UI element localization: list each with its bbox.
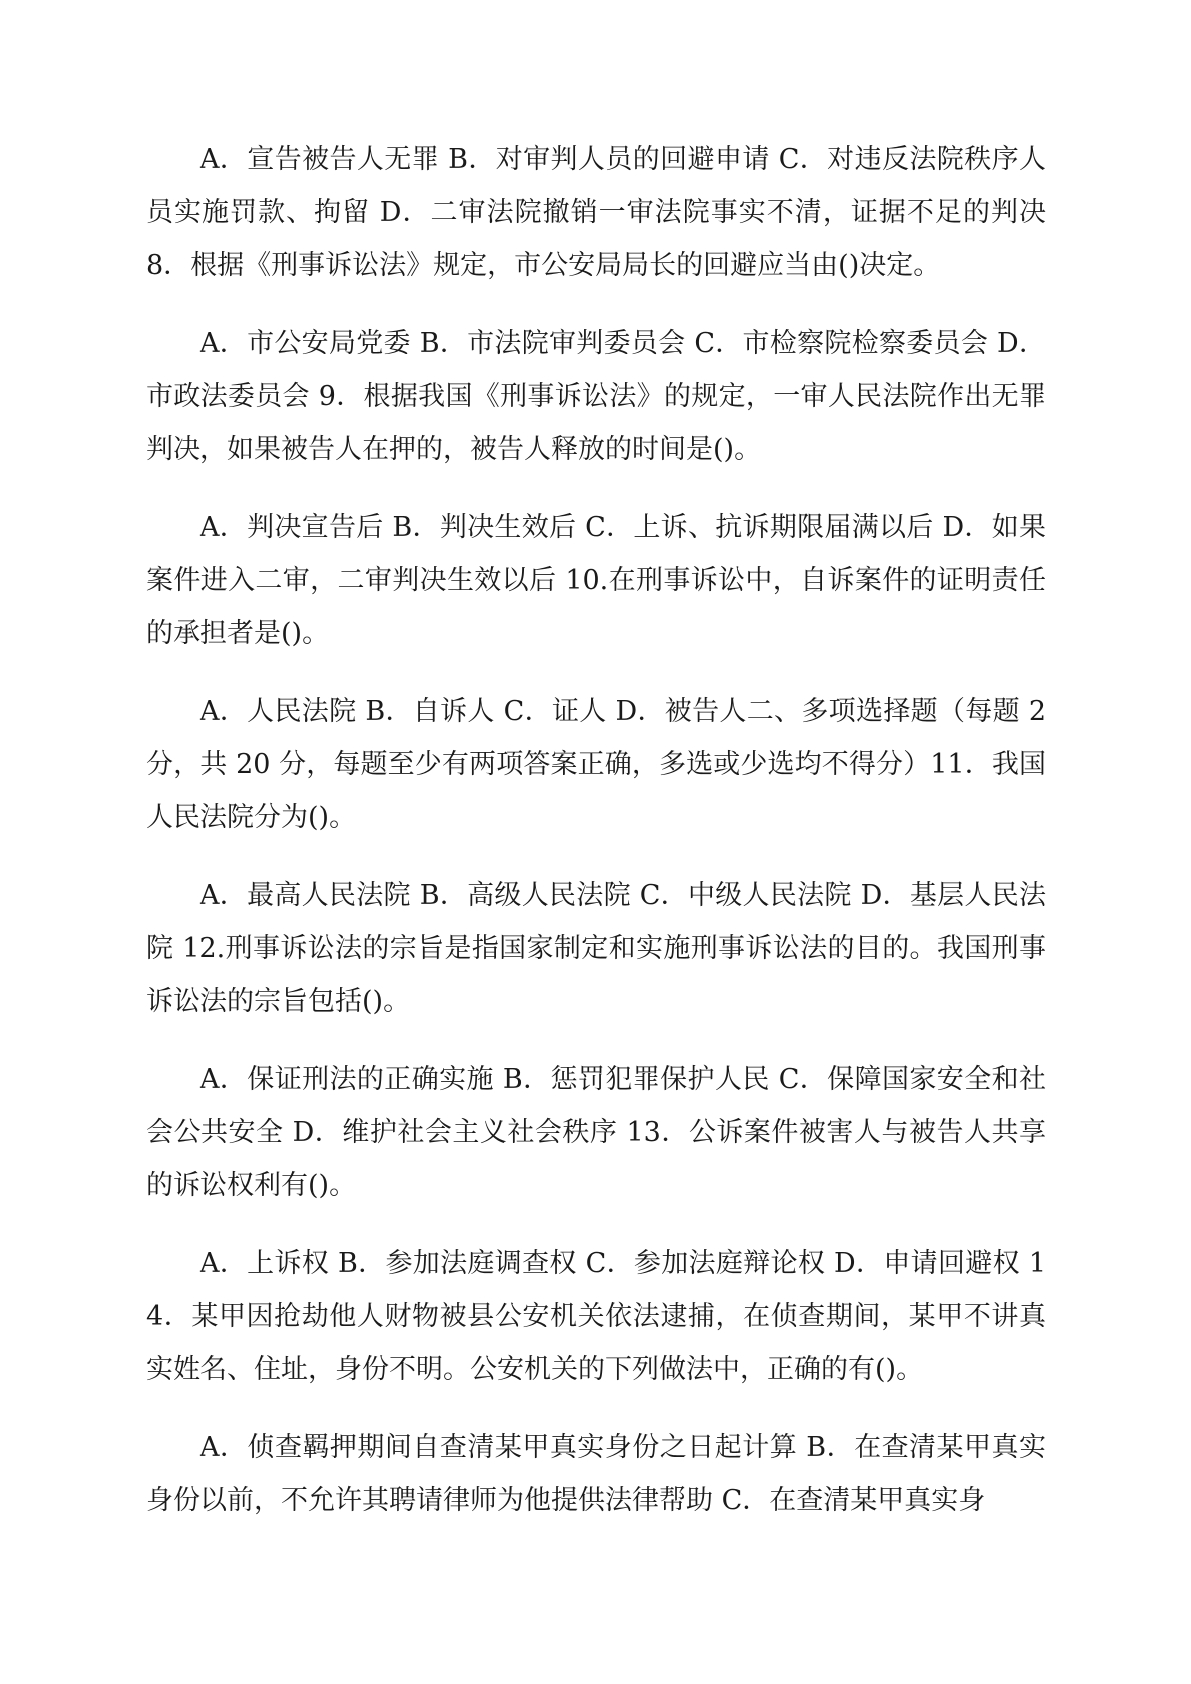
paragraph-q9-options-q10: A．判决宣告后 B．判决生效后 C．上诉、抗诉期限届满以后 D．如果案件进入二审，二审判决生效以后 10.在刑事诉讼中，自诉案件的证明责任的承担者是()。 — [146, 512, 1046, 649]
paragraph-q11-options-q12: A．最高人民法院 B．高级人民法院 C．中级人民法院 D．基层人民法院 12.刑事诉讼法的宗旨是指国家制定和实施刑事诉讼法的目的。我国刑事诉讼法的宗旨包括()。 — [146, 880, 1046, 1017]
paragraph-q14-options: A．侦查羁押期间自查清某甲真实身份之日起计算 B．在查清某甲真实身份以前，不允许其聘请律师为他提供法律帮助 C．在查清某甲真实身 — [146, 1432, 1046, 1516]
paragraph-q10-options-q11: A．人民法院 B．自诉人 C．证人 D．被告人二、多项选择题（每题 2 分，共 20 分，每题至少有两项答案正确，多选或少选均不得分）11．我国人民法院分为()。 — [146, 696, 1046, 833]
paragraph-q13-options-q14: A．上诉权 B．参加法庭调查权 C．参加法庭辩论权 D．申请回避权 14．某甲因抢劫他人财物被县公安机关依法逮捕，在侦查期间，某甲不讲真实姓名、住址，身份不明。公安机关的下列做法中，正确的有()。 — [146, 1248, 1046, 1385]
document-body — [146, 133, 1046, 1527]
paragraph-q12-options-q13: A．保证刑法的正确实施 B．惩罚犯罪保护人民 C．保障国家安全和社会公共安全 D．维护社会主义社会秩序 13．公诉案件被害人与被告人共享的诉讼权利有()。 — [146, 1064, 1046, 1201]
paragraph-q8-options-q9: A．市公安局党委 B．市法院审判委员会 C．市检察院检察委员会 D．市政法委员会 9．根据我国《刑事诉讼法》的规定，一审人民法院作出无罪判决，如果被告人在押的，被告人释放的时间是()。 — [146, 328, 1046, 465]
paragraph-q7-options-q8: A．宣告被告人无罪 B．对审判人员的回避申请 C．对违反法院秩序人员实施罚款、拘留 D．二审法院撤销一审法院事实不清，证据不足的判决 8．根据《刑事诉讼法》规定，市公安局局长的回避应当由()决定。 — [146, 144, 1046, 281]
